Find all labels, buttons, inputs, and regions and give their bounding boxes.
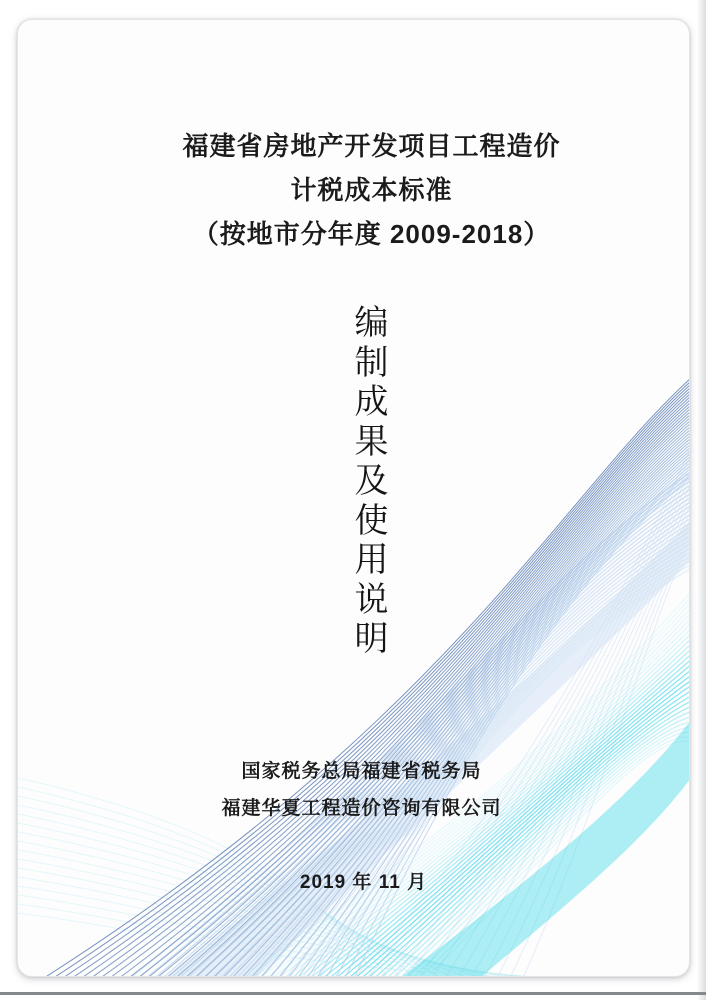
vertical-subtitle-char: 说 bbox=[354, 579, 389, 620]
vertical-subtitle-char: 编 bbox=[354, 303, 389, 343]
title-block bbox=[36, 124, 690, 256]
vertical-subtitle-char: 用 bbox=[354, 540, 389, 580]
vertical-subtitle-char: 明 bbox=[354, 619, 389, 659]
vertical-subtitle-char: 果 bbox=[354, 421, 389, 462]
vertical-subtitle bbox=[36, 304, 690, 660]
document-page bbox=[17, 19, 690, 977]
organization-block bbox=[26, 753, 690, 827]
scanner-bed-edge bbox=[697, 0, 706, 1000]
vertical-subtitle-char: 使 bbox=[354, 500, 389, 541]
publish-date: 2019 年 11 月 bbox=[299, 872, 428, 893]
vertical-subtitle-char: 成 bbox=[354, 382, 389, 422]
title-line-1: 福建省房地产开发项目工程造价 bbox=[182, 131, 561, 161]
organization-line-1: 国家税务总局福建省税务局 bbox=[241, 761, 482, 782]
scanner-edge-line bbox=[0, 992, 706, 995]
title-line-3: （按地市分年度 2009-2018） bbox=[192, 219, 551, 249]
cover-content bbox=[18, 20, 689, 976]
vertical-subtitle-char: 及 bbox=[354, 461, 389, 501]
vertical-subtitle-char: 制 bbox=[354, 342, 389, 383]
title-line-2: 计税成本标准 bbox=[290, 175, 453, 205]
organization-line-2: 福建华夏工程造价咨询有限公司 bbox=[221, 798, 502, 819]
